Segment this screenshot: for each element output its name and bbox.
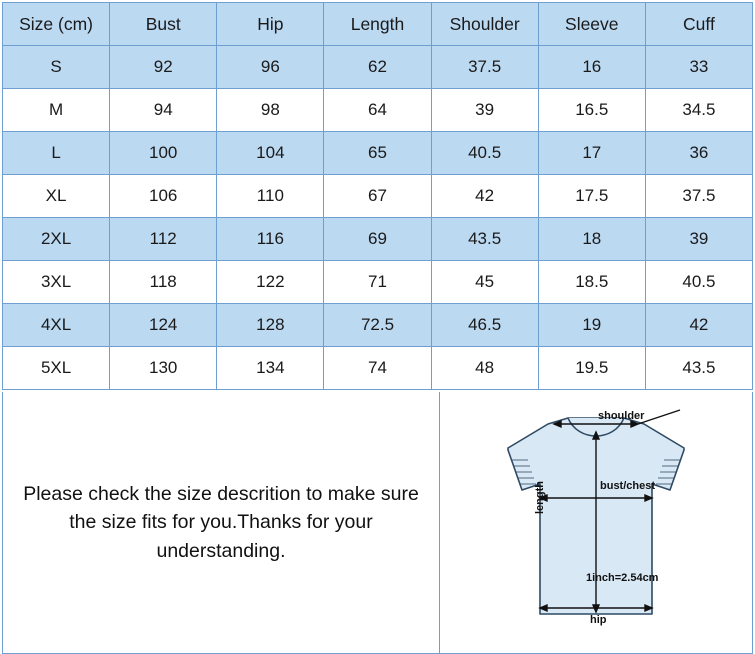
cell-bust: 100 (110, 132, 217, 175)
cell-hip: 128 (217, 304, 324, 347)
shirt-diagram (448, 402, 744, 638)
cell-hip: 134 (217, 347, 324, 390)
column-header-hip: Hip (217, 3, 324, 46)
cell-cuff: 33 (645, 46, 752, 89)
cell-sleeve: 17 (538, 132, 645, 175)
cell-shoulder: 46.5 (431, 304, 538, 347)
cell-cuff: 36 (645, 132, 752, 175)
cell-sleeve: 16 (538, 46, 645, 89)
cell-size: 5XL (3, 347, 110, 390)
cell-length: 72.5 (324, 304, 431, 347)
column-header-sleeve: Sleeve (538, 3, 645, 46)
cell-length: 64 (324, 89, 431, 132)
cell-size: L (3, 132, 110, 175)
cell-sleeve: 17.5 (538, 175, 645, 218)
cell-bust: 118 (110, 261, 217, 304)
cell-shoulder: 48 (431, 347, 538, 390)
cell-size: 3XL (3, 261, 110, 304)
cell-sleeve: 19.5 (538, 347, 645, 390)
table-row (3, 46, 753, 89)
cell-cuff: 39 (645, 218, 752, 261)
size-chart-page (0, 2, 755, 645)
cell-bust: 94 (110, 89, 217, 132)
note-text: Please check the size descrition to make sure the size fits for you.Thanks for your understanding. (23, 483, 419, 562)
label-hip: hip (590, 614, 607, 626)
table-row (3, 304, 753, 347)
column-header-length: Length (324, 3, 431, 46)
cell-shoulder: 40.5 (431, 132, 538, 175)
cell-cuff: 43.5 (645, 347, 752, 390)
cell-size: XL (3, 175, 110, 218)
cell-bust: 130 (110, 347, 217, 390)
table-row (3, 89, 753, 132)
cell-bust: 124 (110, 304, 217, 347)
cell-hip: 96 (217, 46, 324, 89)
cell-cuff: 34.5 (645, 89, 752, 132)
bottom-section (2, 392, 753, 654)
tshirt-icon (448, 402, 744, 638)
cell-size: S (3, 46, 110, 89)
cell-hip: 116 (217, 218, 324, 261)
label-length: length (534, 481, 546, 514)
cell-length: 69 (324, 218, 431, 261)
table-row (3, 175, 753, 218)
cell-shoulder: 43.5 (431, 218, 538, 261)
cell-sleeve: 18.5 (538, 261, 645, 304)
cell-length: 67 (324, 175, 431, 218)
cell-sleeve: 16.5 (538, 89, 645, 132)
table-row (3, 218, 753, 261)
cell-size: 4XL (3, 304, 110, 347)
table-body (3, 3, 753, 390)
cell-cuff: 37.5 (645, 175, 752, 218)
cell-sleeve: 19 (538, 304, 645, 347)
cell-hip: 98 (217, 89, 324, 132)
cell-shoulder: 37.5 (431, 46, 538, 89)
cell-shoulder: 45 (431, 261, 538, 304)
cell-length: 65 (324, 132, 431, 175)
size-chart-table (2, 2, 753, 390)
note-panel (2, 392, 440, 654)
cell-size: 2XL (3, 218, 110, 261)
cell-shoulder: 39 (431, 89, 538, 132)
label-shoulder: shoulder (598, 410, 645, 422)
column-header-bust: Bust (110, 3, 217, 46)
cell-cuff: 40.5 (645, 261, 752, 304)
cell-bust: 112 (110, 218, 217, 261)
label-inch-conversion: 1inch=2.54cm (586, 572, 659, 584)
cell-cuff: 42 (645, 304, 752, 347)
measurement-diagram-panel (440, 392, 753, 654)
cell-length: 71 (324, 261, 431, 304)
cell-hip: 104 (217, 132, 324, 175)
cell-hip: 122 (217, 261, 324, 304)
cell-bust: 106 (110, 175, 217, 218)
cell-length: 62 (324, 46, 431, 89)
column-header-size: Size (cm) (3, 3, 110, 46)
cell-size: M (3, 89, 110, 132)
cell-bust: 92 (110, 46, 217, 89)
column-header-cuff: Cuff (645, 3, 752, 46)
cell-hip: 110 (217, 175, 324, 218)
table-row (3, 261, 753, 304)
table-header-row (3, 3, 753, 46)
cell-sleeve: 18 (538, 218, 645, 261)
column-header-shoulder: Shoulder (431, 3, 538, 46)
cell-length: 74 (324, 347, 431, 390)
label-bust-chest: bust/chest (600, 480, 656, 492)
table-row (3, 132, 753, 175)
cell-shoulder: 42 (431, 175, 538, 218)
table-row (3, 347, 753, 390)
